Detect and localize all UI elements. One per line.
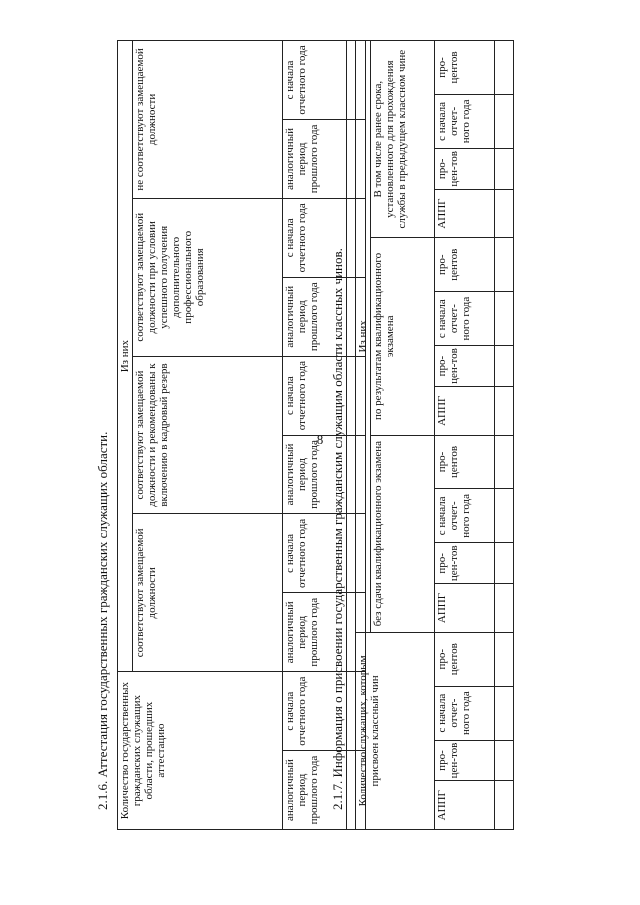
table-cell xyxy=(495,435,514,489)
table-cell xyxy=(495,41,514,95)
subheader-percent: про-цен-тов xyxy=(435,543,495,584)
subheader-year-start: с начала отчетного года xyxy=(283,356,347,435)
table-cell xyxy=(495,346,514,387)
subheader-year-start: с начала отчет-ного года xyxy=(435,292,495,346)
header-match-reserve: соответствуют замещаемой должности и рекомендованы к включению в кадровый резерв xyxy=(133,356,283,514)
subheader-appg: АППГ xyxy=(435,584,495,633)
subheader-percent: про-цен-тов xyxy=(435,148,495,189)
table-cell xyxy=(495,632,514,686)
subheader-prev-year: аналогичный период прошлого года xyxy=(283,119,347,198)
subheader-percent: про-цен-тов xyxy=(435,740,495,781)
header-rank-count: Количество служащих, которым присвоен классный чин xyxy=(356,632,435,829)
subheader-percent: про-цен-тов xyxy=(435,346,495,387)
subheader-year-start: с начала отчет-ного года xyxy=(435,686,495,740)
table-cell xyxy=(495,189,514,238)
header-attested-count: Количество государственных гражданских служащих области, прошедших аттестацию xyxy=(118,672,283,830)
subheader-prev-year: аналогичный период прошлого года xyxy=(283,435,347,514)
subheader-year-start: с начала отчетного года xyxy=(283,514,347,593)
subheader-appg: АППГ xyxy=(435,781,495,830)
subheader-appg: АППГ xyxy=(435,387,495,436)
subheader-percent: про-центов xyxy=(435,238,495,292)
subheader-prev-year: аналогичный период прошлого года xyxy=(283,277,347,356)
subheader-percent: про-центов xyxy=(435,435,495,489)
subheader-year-start: с начала отчет-ного года xyxy=(435,489,495,543)
subheader-year-start: с начала отчет-ного года xyxy=(435,94,495,148)
table-cell xyxy=(495,543,514,584)
table-cell xyxy=(495,489,514,543)
header-without-exam: без сдачи квалификационного экзамена xyxy=(371,435,435,632)
header-of-them: Из них xyxy=(356,41,371,633)
subheader-percent: про-центов xyxy=(435,632,495,686)
subheader-year-start: с начала отчетного года xyxy=(283,41,347,120)
subheader-prev-year: аналогичный период прошлого года xyxy=(283,593,347,672)
subheader-year-start: с начала отчетного года xyxy=(283,198,347,277)
section-1-caption: 2.1.6. Аттестация государственных гражданских служащих области. xyxy=(95,431,110,810)
table-cell xyxy=(495,584,514,633)
table-cell xyxy=(495,94,514,148)
subheader-year-start: с начала отчетного года xyxy=(283,672,347,751)
page-number: 8 xyxy=(316,432,324,447)
subheader-appg: АППГ xyxy=(435,189,495,238)
table-cell xyxy=(495,238,514,292)
class-rank-table xyxy=(355,40,514,830)
header-match-conditional: соответствуют замещаемой должности при условии успешного получения дополнительного профессионального образования xyxy=(133,198,283,356)
header-of-them: Из них xyxy=(118,41,133,672)
header-not-match: не соответствуют замещаемой должности xyxy=(133,41,283,199)
table-cell xyxy=(495,740,514,781)
table-cell xyxy=(495,387,514,436)
header-by-exam: по результатам квалификационного экзамена xyxy=(371,238,435,435)
subheader-prev-year: аналогичный период прошлого года xyxy=(283,751,347,830)
attestation-table xyxy=(117,40,366,830)
header-early: В том числе ранее срока, установленного для прохождения службы в предыдущем классном чине xyxy=(371,41,435,238)
table-cell xyxy=(495,148,514,189)
subheader-percent: про-центов xyxy=(435,41,495,95)
header-match-position: соответствуют замещаемой должности xyxy=(133,514,283,672)
table-cell xyxy=(495,686,514,740)
table-cell xyxy=(495,292,514,346)
section-2-caption: 2.1.7. Информация о присвоении государственным гражданским служащим области классных чинов. xyxy=(330,248,345,810)
table-cell xyxy=(495,781,514,830)
